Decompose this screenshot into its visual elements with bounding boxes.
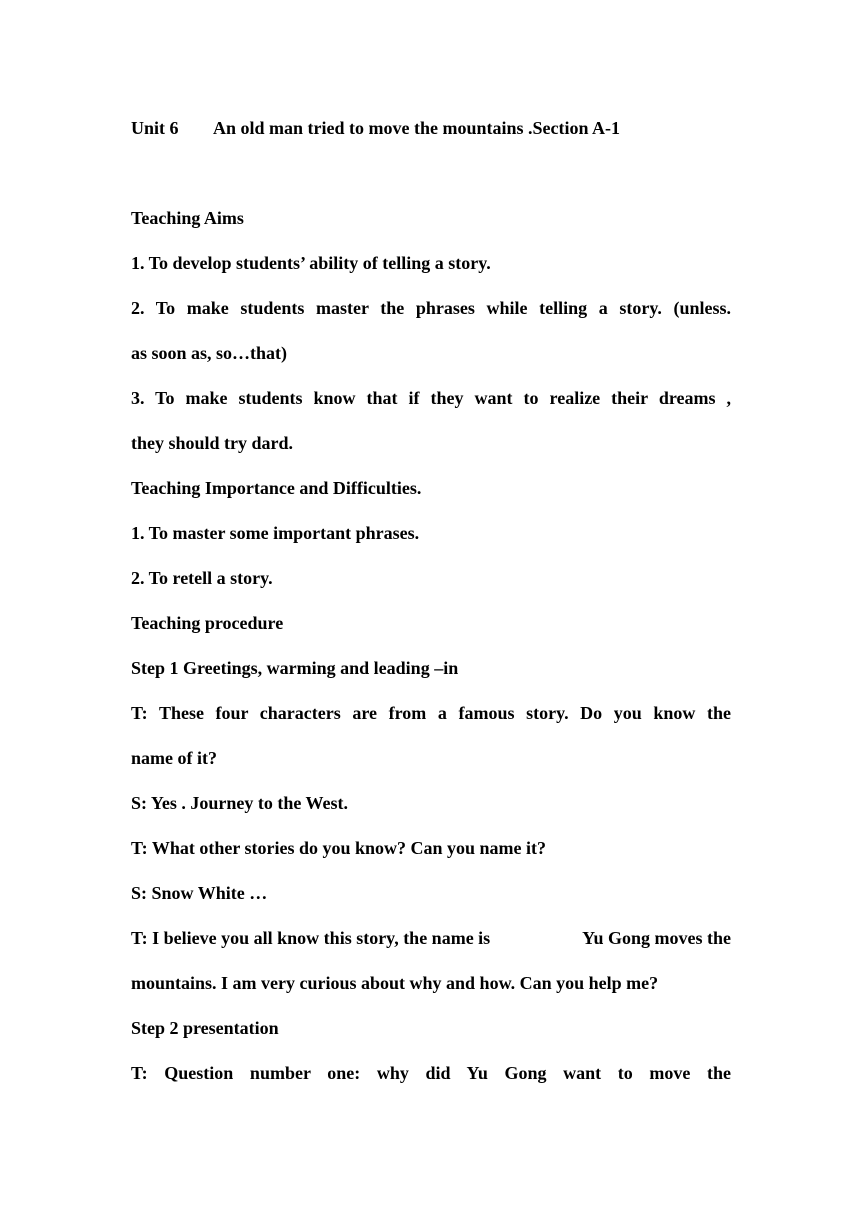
importance-item-2: 2. To retell a story. — [131, 568, 273, 588]
document-title — [131, 117, 731, 139]
section-heading-importance: Teaching Importance and Difficulties. — [131, 478, 422, 498]
aim-item-3-continued: they should try dard. — [131, 433, 294, 453]
dialogue-line-part: Yu Gong moves the — [582, 928, 731, 948]
dialogue-line: T: What other stories do you know? Can you name it? — [131, 838, 547, 858]
dialogue-line-part: T: I believe you all know this story, the name is — [131, 928, 491, 948]
step-1-heading: Step 1 Greetings, warming and leading –in — [131, 658, 459, 678]
step-2-heading: Step 2 presentation — [131, 1018, 279, 1038]
dialogue-line: S: Snow White … — [131, 883, 268, 903]
dialogue-line — [131, 927, 731, 949]
lesson-title: An old man tried to move the mountains .Section A-1 — [213, 118, 621, 138]
section-heading-teaching-aims: Teaching Aims — [131, 208, 244, 228]
dialogue-line-continued: name of it? — [131, 748, 217, 768]
aim-item-2-continued: as soon as, so…that) — [131, 343, 288, 363]
dialogue-line: T: These four characters are from a famous story. Do you know the — [131, 703, 731, 723]
dialogue-line: S: Yes . Journey to the West. — [131, 793, 348, 813]
importance-item-1: 1. To master some important phrases. — [131, 523, 420, 543]
unit-number: Unit 6 — [131, 118, 179, 138]
aim-item-1: 1. To develop students’ ability of telling a story. — [131, 253, 491, 273]
dialogue-line: T: Question number one: why did Yu Gong want to move the — [131, 1063, 731, 1083]
dialogue-line-continued: mountains. I am very curious about why and how. Can you help me? — [131, 973, 659, 993]
aim-item-3: 3. To make students know that if they want to realize their dreams , — [131, 388, 731, 408]
section-heading-procedure: Teaching procedure — [131, 613, 284, 633]
aim-item-2: 2. To make students master the phrases while telling a story. (unless. — [131, 298, 731, 318]
